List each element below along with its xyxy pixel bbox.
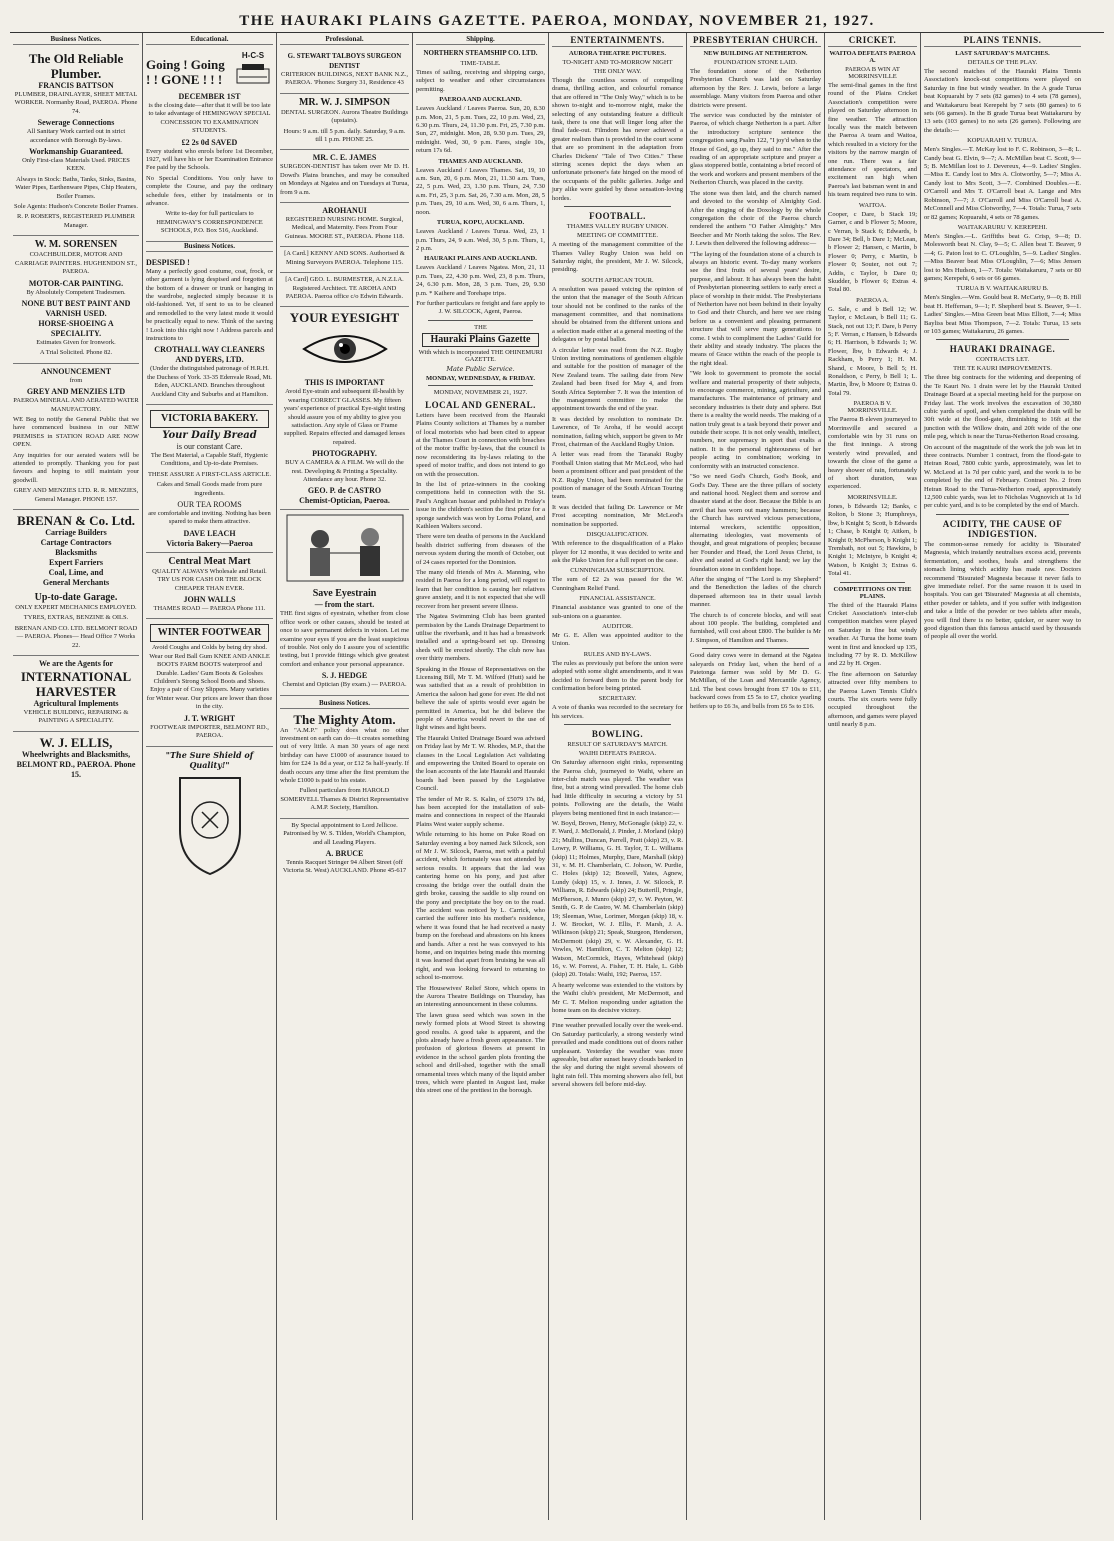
ad-text: Chemist and Optician (By exam.) — PAEROA.	[282, 681, 407, 689]
ad-text: CRITERION BUILDINGS, NEXT BANK N.Z., PAEROA. 'Phones: Surgery 31, Residence 43	[281, 71, 408, 87]
ad-text: Only First-class Materials Used. PRICES KEEN.	[22, 157, 130, 173]
ad-text: GREY AND MENZIES LTD. R. R. MENZIES, General Manager. PHONE 157.	[13, 487, 139, 503]
ad-list-item: Cartage Contractors	[40, 538, 112, 547]
article-text: A meeting of the management committee of the Thames Valley Rugby Union was held on Saturday night, the president, Mr J. W. Silcock, presiding.	[552, 241, 683, 274]
article-text: On Saturday afternoon eight rinks, representing the Paeroa club, journeyed to Waihi, where an inter-club match was played. The weather was fine, but a strong wind prevailed. The home club had little difficulty in securing a victory by 51 points. Following are the details, the Waihi players being mentioned first in each instance:—	[552, 759, 683, 817]
section-header: Educational.	[146, 35, 273, 45]
local-paragraph: The Ngatea Swimming Club has been granted permission by the Lands Drainage Department to utilise the riverbank, and it has had a breastwork installed and a spring-board set up. Dressing sheds will be erected shortly. The club now has over thirty members.	[416, 613, 545, 663]
ad-text: is the closing date—after that it will be too late to take advantage of HEMINGWAY SPECIAL CONCESSION TO EXAMINATION STUDENTS.	[148, 102, 271, 135]
ad-save-eyestrain	[280, 510, 409, 695]
divider	[564, 206, 671, 207]
ad-text: [A Card] GEO. L. BURMESTER, A.N.Z.I.A. Registered Architect. TE AROHA AND PAEROA. Paeroa office c/o Edwin Edwards.	[285, 276, 404, 300]
article-heading: ACIDITY, THE CAUSE OF INDIGESTION.	[942, 518, 1063, 539]
ad-amp	[280, 696, 409, 819]
divider	[564, 1018, 671, 1019]
article-subheading: THE TE KAURI IMPROVEMENTS.	[953, 365, 1052, 373]
ad-title: BRENAN & Co. Ltd.	[16, 513, 136, 528]
paper-days: MONDAY, WEDNESDAY, & FRIDAY.	[426, 374, 535, 382]
ad-arohanui	[280, 203, 409, 247]
ad-title: Save Eyestrain	[312, 588, 377, 600]
ad-text: An "A.M.P." policy does what no other investment on earth can do—it creates something out of very little. A man 30 years of age next birthday can have £1000 of assurance issued to him for £24 1s 8d a year, or £12 5s half-yearly. If death occurs any time after the first premium the whole £1000 is paid to his estate.	[280, 726, 409, 785]
ad-sign: J. T. WRIGHT	[183, 713, 236, 723]
shipping-text: Leaves Auckland / Leaves Turua. Wed, 23, 1 p.m. Thurs, 24, 9 a.m. Wed, 30, 5 p.m. Thurs, 1, 2 p.m.	[416, 228, 545, 252]
ad-text: No Special Conditions. You only have to complete the Course, and pay the ordinary schedule fees, either by instalments or in advance.	[146, 174, 273, 208]
article-subheading: PAEROA B WIN AT MORRINSVILLE	[845, 66, 900, 80]
ad-text: Tennis Racquet Stringer 94 Albert Street (off Victoria St. West) AUCKLAND. Phone 45-617	[282, 858, 407, 875]
match-heading: TURUA B V. WAITAKARURU B.	[956, 285, 1049, 293]
article-text: The common-sense remedy for acidity is 'Bisurated' Magnesia, which instantly neutralises excess acid, prevents fermentation, and soothes, heals and strengthens the stomach lining which acidity has made raw. Doctors recommend 'Bisurated' Magnesia because it never fails to give immediate relief. For the same reason it is used in hospitals. You can get 'Bisurated' Magnesia at all chemists, either powder or tablets, and if you suffer with indigestion and take a little of the powder or two tablets after meals, you will find there is no better, quicker, or surer way to good digestion than this famous antacid used by thousands of people all over the world.	[924, 540, 1081, 641]
article-subheading: PAEROA B V. MORRINSVILLE.	[847, 400, 898, 415]
article-heading: HAURAKI DRAINAGE.	[949, 344, 1056, 355]
ad-text: BUY A CAMERA & A FILM. We will do the rest. Developing & Printing a Speciality. Attendance any hour. Phone 32.	[285, 459, 404, 483]
ad-text: TYRES, EXTRAS, BENZINE & OILS.	[23, 614, 129, 622]
ad-sub: THIS IS IMPORTANT	[304, 378, 385, 388]
ad-title: INTERNATIONAL HARVESTER	[20, 669, 132, 700]
article-text: It was decided by resolution to nominate Dr. Lawrence, of Te Aroha, if he would accept nomination, failing which, support be given to Mr Frost, chairman of the Auckland Rugby Union.	[552, 415, 683, 449]
ad-text: THE first signs of eyestrain, whether from close office work or other causes, should be tested at once to save permanent defects in vision. Let me examine your eyes if you are the least suspicious of trouble. Not only do I assure you of scientific testing, but I provide fittings which give greatest comfort and enhance your personal appearance.	[280, 610, 409, 668]
ad-text: PAEROA MINERAL AND AERATED WATER MANUFACTORY.	[13, 397, 139, 413]
ad-text: Fullest particulars from HAROLD SOMERVELL Thames & District Representative A.M.P. Society, Hamilton.	[280, 787, 409, 812]
ad-text: Many a perfectly good costume, coat, frock, or other garment is lying despised and forgotten at the bottom of a drawer or trunk or hanging in the wardrobe, neglected simply because it is old-fashioned. Yet, if sent to us to be cleaned and remodelled to the very latest mode it would be practically equal to new. Think of the saving ! Look into this right now ! Address parcels and instructions to	[146, 267, 273, 342]
ad-price: £2 2s 0d SAVED	[181, 137, 238, 147]
ad-james	[280, 150, 409, 203]
shipping-timetable-title: TIME-TABLE.	[460, 60, 501, 67]
ad-text: THESE ASSURE A FIRST-CLASS ARTICLE.	[147, 470, 272, 478]
section-header: ENTERTAINMENTS.	[552, 35, 683, 47]
local-paragraph: The Housewives' Relief Store, which opens in the Aurora Theatre Buildings on Thursday, has an interesting announcement in these columns.	[416, 984, 545, 1009]
shipping-route: THAMES AND AUCKLAND.	[438, 157, 523, 165]
ad-text: Any inquiries for our aerated waters will be attended to promptly. Thanking you for past favours and hoping to still maintain your goodwill.	[13, 451, 139, 484]
ad-bruce	[280, 819, 409, 881]
ad-date: DECEMBER 1ST	[178, 92, 241, 101]
local-paragraph: Speaking in the House of Representatives on the Licensing Bill, Mr T. M. Wilford (Hutt) said he was satisfied that as a result of prohibition in America the saloon had gone for ever. He did not believe the sale of spirits would ever again be permitted in America, but he did believe the people of America would revert to the use of light wines and light beers.	[416, 665, 545, 732]
ad-simpson	[280, 94, 409, 151]
ad-title: AROHANUI	[322, 206, 367, 216]
ad-victoria-bakery	[146, 405, 273, 553]
article-text: With reference to the disqualification of a Plako player for 12 months, it was decided to write and ask the Plako Union for a full report on the case.	[552, 540, 683, 564]
section-header: Business Notices.	[146, 242, 273, 252]
article-text: The fine afternoon on Saturday attracted over fifty members to the Paeroa Lawn Tennis Club's courts. The six courts were fully occupied throughout the afternoon, and games were played until nearly 8 p.m.	[828, 670, 917, 729]
ad-text: Avoid Eye-strain and subsequent ill-health by wearing CORRECT GLASSES. My fifteen years' experience of practical Eye-sight testing should assure you of my ability to give you satisfaction. Any style of Glass or Frame supplied. Repairs effected and damaged lenses repaired.	[283, 388, 406, 446]
ad-text: Always in Stock: Baths, Tanks, Sinks, Basins, Water Pipes, Earthenware Pipes, Chip Heaters, Boiler Frames.	[15, 175, 137, 200]
ad-text: WE Beg to notify the General Public that we have commenced business in our NEW PREMISES in STATION ROAD ARE NOW OPEN.	[13, 415, 139, 449]
article-text: The three big contracts for the widening and deepening of the Te Kauri No. 1 drain were let by the Hauraki United Drainage Board at a special meeting held for the purpose on Friday last. The work involves the excavation of 30,380 cubic yards of spoil, and when completed the drain will be 30ft wide at the flood-gate, diminishing to 16ft at the junction with the Willow drain, and 20ft wide of the one mile peg, which is near the Turua-Netherton Road crossing.	[924, 374, 1081, 441]
article-text: "So we need God's Church, God's Book, and God's Day. These are the three pillars of society and national hood. Neglect them and sorrow and disaster stand at the door. Because the Bible is an anvil that has worn out many hammers; because the Church has survived vicious persecutions, internal wreckers, scientific opposition, alternating ideologies, vast movements of thought, and great migrations of peoples; because her Founder and Head, the Lord Jesus Christ, is alive and seated at God's right hand; we lay the foundation stone in confident hope.	[690, 473, 821, 573]
column-entertainments	[549, 33, 687, 1520]
article-text: "The laying of the foundation stone of a church is always an historic event. To-day many workers see the first fruits of several years' desire, purpose, and labour. It has always been the habit of Presbyterian pioneering settlers to early erect a place of worship in their midst. The Presbyterians of Netherton have not been behind in their loyalty to God and their Church, and here we see rising before us a convenient and pleasing permanent structure that will serve many generations to come. I wish to compliment the Ladies' Guild for their ability and steady industry. The places the means of Grace within the reach of the people is the right ideal.	[690, 250, 821, 367]
ad-heading: Workmanship Guaranteed.	[29, 147, 123, 157]
article-subheading: DISQUALIFICATION.	[586, 531, 649, 539]
section-header: Professional.	[280, 35, 409, 45]
article-subheading: TO-NIGHT AND TO-MORROW NIGHT	[562, 59, 673, 66]
hcs-logo	[233, 51, 273, 92]
shipping-text: Leaves Auckland / Leaves Ngatea. Mon, 21, 11 p.m. Tues, 22, 4.30 p.m. Wed, 23, 8 p.m. Thurs, 24, 6.30 p.m. Mon, 28, 3 p.m. Tues, 29, 9.30 p.m. * Kaihere and Torehape trips.	[416, 264, 545, 297]
section-header: PLAINS TENNIS.	[924, 35, 1081, 47]
ad-text: Every student who enrols before 1st December, 1927, will have his or her Examination Entrance Fee paid by the Schools.	[146, 147, 273, 172]
article-text: The semi-final games in the first round of the Plains Cricket Association's competition were played on Saturday afternoon in fine weather. The attraction locally was the match between the Paeroa A team and Waitoa, which resulted in a victory for the visitors by the narrow margin of one run. There was a fair attendance of spectators, and excitement ran high when Paeroa's last batsman went in and his team required two runs to win.	[828, 82, 917, 199]
divider	[702, 648, 809, 649]
ad-text: (Under the distinguished patronage of H.R.H. the Duchess of York. 33-35 Edenvale Road, Mt. Eden, AUCKLAND. Branches throughout Auckland City and Suburbs and at Hamilton.	[147, 365, 272, 398]
shipping-text: For further particulars re freight and fare apply to J. W. SILCOCK, Agent, Paeroa.	[416, 299, 545, 316]
ad-text: Estimates Given for Ironwork.	[36, 338, 116, 346]
divider	[840, 582, 905, 583]
ad-text: Sole Agents: Hudson's Concrete Boiler Frames.	[14, 203, 138, 211]
column-shipping-local	[413, 33, 549, 1520]
article-subheading: SOUTH AFRICAN TOUR.	[581, 276, 654, 284]
article-text: A hearty welcome was extended to the visitors by the Waihi club's president, Mr McDermott, and Mr C. T. Melton responding under agitation the home team on its decisive victory.	[552, 981, 683, 1014]
ad-burmester	[280, 273, 409, 307]
ad-crothall	[146, 255, 273, 405]
column-business-1	[10, 33, 143, 1520]
article-text: Mr G. E. Allen was appointed auditor to the Union.	[552, 631, 683, 648]
ad-battson	[13, 48, 139, 236]
dateline: MONDAY, NOVEMBER 21, 1927.	[433, 388, 528, 396]
ad-heading: Sewerage Connections	[37, 118, 115, 128]
section-header: Business Notices.	[13, 35, 139, 45]
ad-line: HORSE-SHOEING A SPECIALITY.	[38, 318, 114, 338]
scorecard: G. Sale, c and b Bell 12; W. Taylor, c McLean, b Bell 11; G. Stack, not out 13; F. Dare, b Perry 5; F. Verran, c Hansen, b Edwards 6; H. Harrison, b Edwards 1; W. Flower, lbw, b Edwards 4; J. Rackham, b Perry 1; H. M. Shand, c Moore, b Bell 5; H. Ronaldson, c Perry, b Bell 1; L. Martin, lbw, b Moore 0; Extras 0. Total 79.	[828, 305, 917, 397]
scorecard-team: WAITOA.	[858, 201, 887, 209]
article-heading: FOOTBALL.	[589, 211, 646, 222]
ad-sign: Chemist-Optician, Paeroa.	[299, 496, 390, 506]
ad-title: WINTER FOOTWEAR	[150, 624, 269, 642]
ad-title: W. J. ELLIS,	[39, 734, 113, 750]
ad-sign: JOHN WALLS	[183, 595, 236, 605]
ad-title: "The Sure Shield of Quality!"	[165, 749, 254, 770]
hcs-logo-text: H-C-S	[241, 51, 265, 60]
ad-grey-menzies	[13, 364, 139, 510]
optician-illustration-icon	[285, 513, 405, 583]
scorecard: Jones, b Edwards 12; Banks, c Rolton, b Stone 3; Humphreys, lbw, b Knight 5; Scott, b Edwards 1; Chase, b Knight 0; Aitken, b Knight 0; McPherson, b Knight 1; Trembath, not out 5; Hawkins, b Knight 1; McIntyre, b Knight 4; Watson, b Knight 3; Extras 6. Total 41.	[828, 502, 917, 578]
section-header: Shipping.	[416, 35, 545, 45]
ad-text: REGISTERED NURSING HOME. Surgical, Medical, and Maternity. Fees From Four Guineas. MOORE ST., PAEROA. Phone 118.	[284, 216, 405, 240]
ad-list-item: Coal, Lime, and	[48, 568, 104, 577]
article-text: A vote of thanks was recorded to the secretary for his services.	[552, 704, 683, 720]
article-subheading: AUDITOR.	[602, 622, 633, 630]
paper-sub: With which is incorporated THE OHINEMURI GAZETTE.	[418, 348, 543, 363]
ad-text: Hours: 9 a.m. till 5 p.m. daily. Saturday, 9 a.m. till 1 p.m. PHONE 25.	[283, 127, 406, 144]
divider	[936, 514, 1069, 515]
match-heading: WAITAKARURU V. KEREPEHI.	[957, 223, 1048, 231]
paper-title: Hauraki Plains Gazette	[422, 333, 539, 347]
article-text: Good dairy cows were in demand at the Ngatea saleyards on Friday last, when the herd of a Patetonga farmer was sold by Mr D. G. McMillan, of the Loan and Mercantile Agency, Ltd. The best cows brought from £7 10s to £11, backward cows from £5 5s to £7, choice yearling heifers up to £6 3s, and bulls from £6 5s to £16.	[690, 652, 821, 710]
ad-text: BRENAN AND CO. LTD. BELMONT ROAD — PAEROA. Phones— Head Office 7 Works 22.	[14, 624, 138, 649]
ad-sign: A. BRUCE	[325, 848, 364, 858]
article-text: The service was conducted by the minister of Paeroa, of which charge Netherton is a part. After the introductory scripture sentence the congregation sang Psalm 122, "I joy'd when to the House of God, go up, they said to me." After the reading of an appropriate scripture and prayer a glass stoppered bottle, containing a brief record of the work and workers and present members of the Netherton Church, was placed in the cavity.	[690, 112, 821, 187]
local-paragraph: In the list of prize-winners in the cooking competitions held in connection with the St. Paul's Anglican bazaar and published in Friday's issue in the children's section the first prize for a sponge sandwich was won by Lorna Poland, and Kathleen Walters second.	[416, 481, 545, 531]
article-text: The stone was then laid, and the church named and devoted to the worship of Almighty God. After the singing of the Doxology by the whole congregation the choir of the Paeroa church rendered the anthem "O Father Almighty." Mrs Beecher and Mr North taking the solos. The Rev. J. Lewis then delivered the following address:—	[690, 189, 821, 248]
article-heading: AURORA THEATRE PICTURES.	[568, 50, 667, 57]
ad-eyesight	[280, 307, 409, 510]
article-subheading: FOUNDATION STONE LAID.	[713, 59, 798, 66]
article-subheading: THAMES VALLEY RUGBY UNION.	[566, 223, 669, 231]
ad-kenny	[280, 247, 409, 273]
ad-text: The Best Material, a Capable Staff, Hygienic Conditions, and Up-to-date Premises.	[150, 451, 269, 468]
local-paragraph: While returning to his home on Puke Road on Saturday evening a boy named Jack Silcock, son of Mr J. W. Silcock, Paeroa, met with a painful accident, which fortunately was not attended by serious results. It appears that the lad was cantering home on his pony, and just after crossing the bridge over the outfall drain the girth broke, causing the saddle to slip round on the pony and precipitate the boy on to the road. The accident was noticed by L. Carrick, who carried the sufferer into his mother's residence, where it was found that he had received a nasty bump on the forehead and abrasions on his knees and hands. After a rest he was conveyed to his home, and on inquiries being made this morning it was learned that apart from bruising he was all right, and was looking forward to returning to school to-morrow.	[416, 831, 545, 982]
section-header: PRESBYTERIAN CHURCH.	[690, 35, 821, 47]
ad-hemingway	[146, 48, 273, 242]
ad-text: Write to-day for full particulars to HEMINGWAY'S CORRESPONDENCE SCHOOLS, P.O. Box 516, Auckland.	[156, 210, 263, 235]
ad-title: VICTORIA BAKERY.	[150, 410, 269, 428]
shipping-route: PAEROA AND AUCKLAND.	[439, 96, 522, 104]
column-professional	[277, 33, 413, 1520]
ad-text: FOOTWEAR IMPORTER, BELMONT RD., PAEROA.	[150, 723, 269, 740]
ad-sign: Victoria Bakery—Paeroa	[166, 538, 253, 548]
scorecard-team: MORRINSVILLE.	[847, 493, 898, 501]
ad-text: SURGEON-DENTIST has taken over Mr D. H. Dowd's Plains branches, and may be consulted on Mondays at Ngatea and on Tuesdays at Turua, from 9 a.m.	[280, 163, 409, 196]
ad-sign: GEO. P. de CASTRO	[307, 486, 382, 496]
paper-motto: Mate Public Service.	[446, 364, 515, 373]
ad-text: Avoid Coughs and Colds by being dry shod. Wear our Red Ball Gum KNEE AND ANKLE BOOTS FARM BOOTS waterproof and Durable. Ladies' Gum Boots & Goloshes Children's Strong School Boots and Shoes. Enjoy a pair of Cosy Slippers. Many varieties for Winter wear. Our prices are lower than those in the city.	[146, 644, 273, 711]
divider	[428, 320, 533, 321]
shipping-company: NORTHERN STEAMSHIP CO. LTD.	[423, 49, 538, 57]
article-text: The foundation stone of the Netherton Presbyterian Church was laid on Saturday afternoon by the Rev. J. Lewis, before a large assemblage. Many visitors from Paeroa and other districts were present.	[690, 68, 821, 109]
article-subheading: CONTRACTS LET.	[975, 356, 1030, 364]
ad-footwear	[146, 619, 273, 746]
ad-title: MR. C. E. JAMES	[312, 153, 377, 163]
article-subheading: FINANCIAL ASSISTANCE.	[579, 595, 656, 603]
ad-sub: Agricultural Implements	[33, 699, 119, 709]
ad-text: from	[69, 376, 83, 384]
shipping-text: Times of sailing, receiving and shipping cargo, subject to weather and other circumstances permitting.	[416, 69, 545, 93]
local-paragraph: The many old friends of Mrs A. Manning, who resided in Paeroa for a long period, will regret to learn that her condition is causing her relatives grave anxiety, and it is not expected that she will recover from her present severe illness.	[416, 569, 545, 610]
ad-text: By Absolutely Competent Tradesmen.	[26, 288, 126, 296]
article-text: The second matches of the Hauraki Plains Tennis Association's knock-out competitions were played on Saturday in fine but windy weather. In the A grade Turua beat Kopuarahi by 7 sets (82 games) to 4 sets (78 games), and Waitakaruru beat Kerepehi by 7 sets (80 games) to 6 sets (66 games). In the B grade Turua beat Waitakaruru by 13 sets (103 games) to no sets (26 games). Following are the details:—	[924, 68, 1081, 134]
ad-meat-mart	[146, 553, 273, 620]
ad-text: R. P. ROBERTS, REGISTERED PLUMBER Manager.	[17, 213, 135, 229]
article-subheading: DETAILS OF THE PLAY.	[967, 59, 1038, 66]
masthead: THE HAURAKI PLAINS GAZETTE. PAEROA, MONDAY, NOVEMBER 21, 1927.	[10, 10, 1104, 33]
local-paragraph: The tender of Mr R. S. Kalin, of £5079 17s 8d, has been accepted for the installation of sub-mains and connections in respect of the Hauraki Plains West water supply scheme.	[416, 795, 545, 828]
article-subheading: MEETING OF COMMITTEE.	[576, 232, 659, 240]
article-subheading: RULES AND BY-LAWS.	[583, 650, 652, 658]
ad-intro: We are the Agents for	[38, 659, 114, 669]
article-subheading: RESULT OF SATURDAY'S MATCH.	[567, 741, 668, 749]
ad-title: YOUR EYESIGHT	[289, 310, 400, 326]
article-text: A letter was read from the Taranaki Rugby Football Union stating that Mr McLeod, who had been a prominent officer and past president of the N.Z. Rugby Union, had been nominated for the position of manager of the South African Touring team.	[552, 451, 683, 501]
article-text: W. Boyd, Brown, Henry, McGonagle (skip) 22, v. F. Ward, J. McDonald, J. Pinder, J. Morland (skip) 21; Mullins, Duncan, Parrell, Pratt (skip) 23, v. R. Lowry, P. Williams, G. H. Taylor, T. L. Williams (skip) 11; Holmes, Murphy, Dare, Marshall (skip) 31, v. M. H. Chamberlain, C. Johson, W. Purdie, C. Holes (skip) 12; Boswell, Yates, Agnew, Lundy (skip) 15, v. J. Innes, J. W. Silcock, P. Williams, R. Edwards (skip) 24; Butterill, Pringle, McPherson, J. Munro (skip) 27, v. W. Peyton, W. Smith, G. P. de Castro, W. M. Chamberlain (skip) 19; Sleeman, Wise, Lorimer, Morgan (skip) 18, v. J. W. Brocket, W. J. Ellis, F. Marsh, J. A. Wilkinson (skip) 21; Speak, Sturgeon, Henderson, McDermott (skip) 29, v. W. Alexander, G. H. Vowles, W. Hamilton, C. T. Melton (skip) 12; Watson, McCormick, Hayes, Whitehead (skip) 16, v. W. Forrest, A. Fisher, T. H. Hale, L. Gibb (skip) 20. Totals: Waihi, 192; Paeroa, 157.	[552, 820, 683, 979]
local-paragraph: The Hauraki United Drainage Board was advised on Friday last by Mr T. W. Rhodes, M.P., that the clauses in the Local Legislation Act validating and empowering the United Board to operate on the loan accounts of the late Hauraki and Hauraki boards had been passed by the Legislative Council.	[416, 734, 545, 793]
match-results: Men's Singles.—Wm. Gould beat R. McCarty, 9—0; B. Hill beat H. Heffernan, 9—1; F. Shepherd beat S. Beaver, 9—1. Ladies' Singles.—Miss Green beat Miss Elliott, 7—4; Miss Bayliss beat Miss Thompson, 7—2. Totals: Turua, 13 sets or 103 games; Waitakaruru, 26 games.	[924, 294, 1081, 335]
article-subheading: SECRETARY.	[598, 695, 637, 703]
article-text: It was decided that failing Dr. Lawrence or Mr Frost accepting nomination, Mr McLeod's nomination be supported.	[552, 503, 683, 528]
ad-sign: CROTHALL WAY CLEANERS AND DYERS, LTD.	[154, 345, 265, 365]
ad-text: Cakes and Small Goods made from pure ingredients.	[156, 481, 263, 497]
article-text: "We look to government to promote the social welfare and material prosperity of their subjects, to encourage commerce, mining, agriculture, and manufactures. The maintenance of primary and secondary industries is their duty and sphere. But there is a reality the world needs. The making of a nation truly great is a task beyond their power and outside their scope. It is not only wealth, intellect, numbers, nor supremacy in sport that exalts a nation. It is the personal righteousness of her people acting in combination; working in conformity with an instructed conscience.	[690, 370, 821, 470]
ad-title: ANNOUNCEMENT	[40, 366, 112, 376]
article-subheading: THE ONLY WAY.	[593, 68, 642, 75]
ad-list-item: Blacksmiths	[55, 548, 97, 557]
ad-list-item: Expert Farriers	[49, 558, 103, 567]
article-text: On account of the magnitude of the work the job was let in three contracts. Number 1 contract, from the flood-gate to Heiran Road, 7800 cubic yards, approximately, was let to W. McLeod at 1s 7d per cubic yard, and the work is to be completed by the end of February. Contract No. 2 from Heiran Road to the Turua-Netherton road, approximately 12,500 cubic yards, was let to Nicholas Vugnovich at 1s 1d per cubic yard, and is to be completed by the end of March.	[924, 443, 1081, 510]
shipping-text: Leaves Auckland / Leaves Thames. Sat, 19, 10 a.m. Sun, 20, 6 p.m. Mon, 21, 11.30 a.m. Tues, 22, 5 p.m. Wed, 23, 1.30 p.m. Thurs, 24, 7.30 a.m. Fri, 25, 3 p.m. Sat, 26, 7.30 a.m. Mon, 28, 5 p.m. Tues, 29, 10 a.m. Wed, 30, 6 a.m. Thurs, 1, noon.	[416, 166, 545, 216]
article-text: Fine weather prevailed locally over the week-end. On Saturday particularly, a strong westerly wind prevailed and made conditions out of doors rather unpleasant. Yesterday the weather was more agreeable, but after sunset heavy clouds banked in the sky and during the night several showers of light rain fell. This morning showers also fell, but several showers fell before mid-day.	[552, 1022, 683, 1089]
article-heading: LAST SATURDAY'S MATCHES.	[955, 50, 1050, 57]
ad-firm: GREY AND MENZIES LTD	[26, 387, 126, 397]
article-text: The Paeroa B eleven journeyed to Morrinsville and secured a comfortable win by 31 runs on the first innings. A strong westerly wind prevailed, and towards the close of the game a heavy shower of rain, fortunately of short duration, was experienced.	[828, 416, 917, 491]
shipping-route: HAURAKI PLAINS AND AUCKLAND.	[424, 255, 537, 263]
ad-text: THAMES ROAD — PAEROA Phone 111.	[153, 605, 266, 613]
ad-sure-shield	[146, 747, 273, 888]
ad-brenan	[13, 510, 139, 656]
column-educational	[143, 33, 277, 1520]
ad-title: G. STEWART TALBOYS SURGEON DENTIST	[287, 52, 402, 70]
ad-ellis	[13, 732, 139, 783]
ad-sorensen	[13, 236, 139, 363]
local-paragraph: Letters have been received from the Hauraki Plains County solicitors at Thames by a number of local motorists who had been cited to appear at the Thames Court in connection with breaches of the motor traffic by-laws, that the council is now reconsidering its by-laws relating to the speed of motor traffic, and does not intend to go on with the prosecution.	[416, 411, 545, 478]
ad-sub: — from the start.	[314, 600, 375, 610]
ad-text: VEHICLE BUILDING, REPAIRING & PAINTING A SPECIALITY.	[23, 709, 129, 725]
divider	[428, 385, 533, 386]
article-text: A resolution was passed voicing the opinion of the union that the manager of the South African tour should not be confined to the ranks of the management committee, and that nominations should be obtained from the different unions and a selection made either at a general meeting of the delegates or by postal ballot.	[552, 285, 683, 344]
section-header: Business Notices.	[280, 699, 409, 709]
ad-text: QUALITY ALWAYS Wholesale and Retail. TRY US FOR CASH OR THE BLOCK CHEAPER THAN EVER.	[152, 567, 267, 592]
ad-text: DENTAL SURGEON. Aurora Theatre Buildings (upstairs).	[280, 108, 409, 125]
divider	[564, 724, 671, 725]
article-text: The church is of concrete blocks, and will seat about 100 people. The building, completed and furnished, will cost about £800. The builder is Mr J. Simpson, of Hamilton and Thames.	[690, 611, 821, 644]
ad-title: The Old Reliable Plumber.	[28, 51, 124, 81]
article-text: The sum of £2 2s was passed for the W. Cunningham Relief Fund.	[552, 576, 683, 592]
match-results: Men's Singles.—T. McKay lost to F. C. Robinson, 3—8; L. Candy beat G. Elvin, 9—7; A. McMillan beat C. Scott, 9—5; B. McMillan lost to J. Devereux, 4—9. Ladies' Singles.—Miss E. Candy lost to Mrs A. Clotworthy, 5—7; Miss A. Candy lost to Mrs Scott, 3—7. Combined Doubles.—E. O'Carroll and Mrs T. O'Carroll beat A. Lange and Mrs Robinson, 7—7; J. O'Carroll and Miss O'Carroll beat A. McConnell and Miss Clotworthy, 7—4. Totals: Turua, 7 sets or 82 games; Kopuarahi, 4 sets or 78 games.	[924, 146, 1081, 221]
ad-harvester	[13, 656, 139, 732]
divider	[936, 339, 1069, 340]
column-presbyterian	[687, 33, 825, 1520]
local-heading: LOCAL AND GENERAL.	[425, 399, 536, 410]
match-heading: KOPUARAHI V. TURUA.	[967, 137, 1038, 145]
ad-text: are comfortable and inviting. Nothing has been spared to make them attractive.	[148, 510, 271, 526]
column-tennis	[921, 33, 1084, 1520]
shipping-route: TURUA, KOPU, AUCKLAND.	[436, 219, 525, 227]
column-cricket	[825, 33, 921, 1520]
ad-sign: DAVE LEACH	[183, 528, 236, 538]
article-text: A circular letter was read from the N.Z. Rugby Union inviting nominations of gentlemen eligible and suitable for the position of manager of the New Zealand team. The sailing date from New Zealand had been fixed for May 4, and from South Africa September 7. It was the intention of the management committee to make the appointment towards the end of the year.	[552, 346, 683, 413]
scorecard-team: PAEROA A.	[856, 296, 889, 304]
ad-text: [A Card.] KENNY AND SONS. Authorised & Mining Surveyors PAEROA. Telephone 115.	[284, 250, 405, 266]
ad-text: ONLY EXPERT MECHANICS EMPLOYED.	[15, 604, 137, 611]
local-paragraph: The lawn grass seed which was sown in the newly formed plots at Wood Street is showing good results. A good take is apparent, and the plots already have a fresh green appearance. The profusion of glorious flowers at present in evidence in the school garden plots fronting the school and drill-shed, together with the small ornamental trees which many of the liquid amber trees, which were planted in August last, make this street one of the prettiest in the borough.	[416, 1011, 545, 1095]
ad-sign: S. J. HEDGE	[321, 671, 368, 681]
ad-line: NONE BUT BEST PAINT AND VARNISH USED.	[21, 298, 131, 318]
ad-line: Your Daily Bread	[162, 429, 257, 441]
article-heading: WAITOA DEFEATS PAEROA A.	[829, 50, 916, 64]
ad-sub: PHOTOGRAPHY.	[312, 449, 377, 459]
typewriter-icon	[233, 61, 273, 87]
shield-emblem-icon	[170, 770, 250, 880]
ad-title: DESPISED !	[146, 257, 190, 267]
article-text: The third of the Hauraki Plains Cricket Association's inter-club competition matches were played on Saturday in fine but windy weather. At Turua the home team went in first and knocked up 135, including 77 by R. D. McKillow and 22 by H. Orgen.	[828, 601, 917, 668]
article-subheading: WAIHI DEFEATS PAEROA.	[578, 750, 657, 758]
ad-text: COACHBUILDER, MOTOR AND CARRIAGE PAINTERS. HUGHENDON ST., PAEROA.	[14, 251, 138, 276]
article-text: The rules as previously put before the union were adopted with some slight amendments, and it was decided to forward them to the parent body for confirmation before being printed.	[552, 659, 683, 692]
ad-list-item: Carriage Builders	[45, 528, 107, 537]
section-header: CRICKET.	[828, 35, 917, 47]
newspaper-page	[10, 10, 1104, 1521]
ad-text: A Trial Solicited. Phone 82.	[39, 349, 113, 357]
ad-text: Wheelwrights and Blacksmiths, BELMONT RD., PAEROA. Phone 15.	[16, 749, 136, 779]
article-heading: COMPETITIONS ON THE PLAINS.	[833, 585, 912, 600]
ad-line: is our constant Care.	[176, 441, 243, 451]
ad-title: Central Meat Mart	[168, 555, 251, 567]
ad-title: Up-to-date Garage.	[34, 592, 118, 603]
article-heading: BOWLING.	[591, 729, 644, 740]
ad-text: By Special appointment to Lord Jellicoe. Patronised by W. S. Tilden, World's Champion, and all Leading Players.	[283, 821, 406, 846]
ad-talboys	[280, 48, 409, 94]
ad-text: PLUMBER, DRAINLAYER, SHEET METAL WORKER. Normanby Road, PAEROA. Phone 74.	[14, 91, 138, 115]
ad-line: MOTOR-CAR PAINTING.	[28, 278, 124, 288]
article-text: Though the countless scenes of compelling drama, thrilling action, and colourful romance that are offered in "The Only Way," which is to be shown to-night and to-morrow night, make the selecting of any outstanding feature a difficult task, there is one that will linger long after the final fade-out. Filmdom has never achieved a greater realism than is provided in the court scene that are so prominent in the adaptation from Charles Dickens' "Tale of Two Cities." These stirring scenes depict the days when an unfortunate prisoner's fate hinged on the mood of the occupants of the public galleries. Judge and jury alike were guided by these sensation-loving hordes.	[552, 77, 683, 202]
ad-line: OUR TEA ROOMS	[177, 500, 242, 509]
ad-list-item: General Merchants	[42, 578, 110, 587]
article-text: After the singing of "The Lord is my Shepherd" and the Benediction the ladies of the church dispensed afternoon tea in their usual lavish manner.	[690, 575, 821, 609]
paper-the: THE	[474, 323, 487, 331]
shipping-text: Leaves Auckland / Leaves Paeroa. Sun, 20, 8.30 p.m. Mon, 21, 5 p.m. Tues, 22, 10 p.m. Wed, 23, 6.30 p.m. Thurs, 24, 11.30 p.m. Fri, 25, 7.30 p.m. Sun, 27, midnight. Mon, 28, 9.30 p.m. Tues, 29, midnight. Wed, 30, 9 p.m. Fares, single 10s, return 17s 6d.	[416, 105, 545, 155]
ad-title: MR. W. J. SIMPSON	[298, 96, 391, 108]
local-paragraph: There were ten deaths of persons in the Auckland health district suffering from diseases of the nervous system during the month of October, out of 24 cases reported for the Dominion.	[416, 533, 545, 566]
ad-text: All Sanitary Work carried out in strict accordance with Borough By-laws.	[26, 128, 126, 144]
match-results: Men's Singles.—L. Griffiths beat G. Crisp, 9—8; D. Molesworth beat N. Clay, 9—5; C. Allen beat T. Beaver, 9—4; G. Paton lost to C. O'Loughlin, 5—9. Ladies' Singles.—Miss Beaver beat Miss O'Loughlin, 7—6; Miss Jensen lost to Mrs Hudson, 1—7. Totals: Waitakaruru, 7 sets or 80 games; Kerepehi, 6 sets or 66 games.	[924, 232, 1081, 282]
eye-icon	[300, 329, 390, 369]
article-heading: NEW BUILDING AT NETHERTON.	[703, 50, 808, 57]
ad-title: The Mighty Atom.	[293, 711, 396, 727]
ad-name: FRANCIS BATTSON	[38, 81, 114, 90]
scorecard: Cooper, c Dare, b Stack 19; Garner, c and b Flower 5; Moore, c Verran, b Stack 6; Edwards, b Dare 34; Bell, b Dare 1; McLean, b Flower 2; Hansen, c Martin, b Flower 0; Perry, c Martin, b Flower 0; Souter, not out 7; Addis, c Taylor, b Dare 0; Skudder, b Flower 6; Extras 4. Total 80.	[828, 210, 917, 294]
ad-title: Going ! Going ! ! GONE ! ! !	[146, 56, 225, 87]
article-subheading: CUNNINGHAM SUBSCRIPTION.	[570, 567, 665, 575]
ad-title: W. M. SORENSEN	[34, 239, 118, 251]
article-text: Financial assistance was granted to one of the sub-unions on a guarantee.	[552, 604, 683, 620]
